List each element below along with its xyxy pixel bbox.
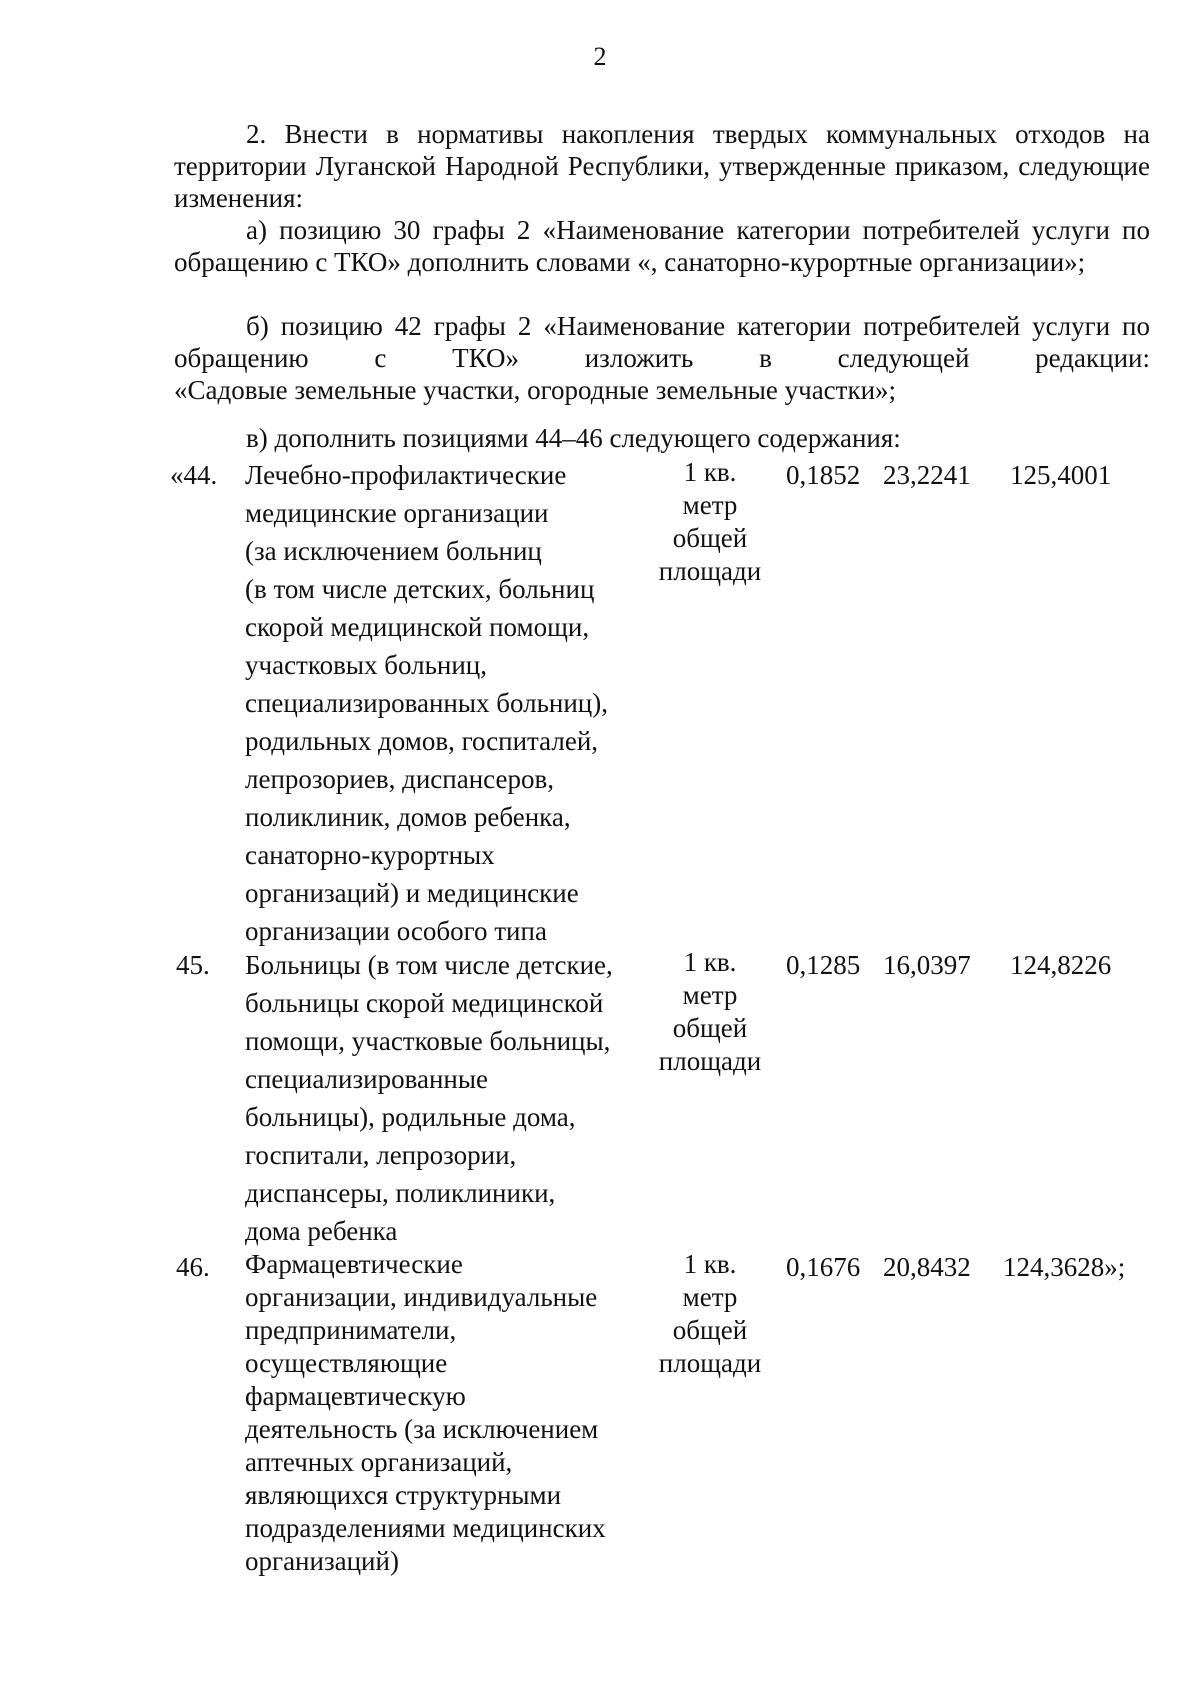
value-daily: 0,1285 xyxy=(786,950,861,980)
category-name-line: организаций) и медицинские xyxy=(245,878,579,908)
unit-line: площади xyxy=(658,556,762,586)
category-name-line: Больницы (в том числе детские, xyxy=(245,950,613,980)
value-density: 125,4001 xyxy=(1010,460,1112,490)
value-mass: 16,0397 xyxy=(883,950,971,980)
category-name-line: фармацевтическую xyxy=(245,1381,466,1411)
unit-line: общей xyxy=(672,523,748,553)
category-name-line: деятельность (за исключением xyxy=(245,1414,599,1444)
category-name-line: лепрозориев, диспансеров, xyxy=(245,764,554,794)
category-name-line: медицинские организации xyxy=(245,498,549,528)
category-name-line: родильных домов, госпиталей, xyxy=(245,726,599,756)
unit-line: метр xyxy=(682,1282,738,1312)
category-name-line: организации особого типа xyxy=(245,916,547,946)
unit-line: площади xyxy=(658,1348,762,1378)
value-mass: 23,2241 xyxy=(883,460,971,490)
category-name-line: подразделениями медицинских xyxy=(245,1513,606,1543)
unit-line: метр xyxy=(682,980,738,1010)
row-number: «44. xyxy=(170,460,218,490)
unit-line: общей xyxy=(672,1315,748,1345)
paragraph-item-b-text: «Садовые земельные участки, огородные земельные участки»; xyxy=(174,375,897,405)
category-name-line: организации, индивидуальные xyxy=(245,1282,598,1312)
value-daily: 0,1852 xyxy=(786,460,861,490)
category-name xyxy=(245,456,655,950)
category-name-line: являющихся структурными xyxy=(245,1480,562,1510)
category-name-line: организаций) xyxy=(245,1546,399,1576)
paragraph-amend-intro: 2. Внести в нормативы накопления твердых коммунальных отходов на территории Луганской Народной Республики, утвержденные приказом, следующие изменения: xyxy=(174,119,1150,213)
value-density: 124,8226 xyxy=(1010,950,1112,980)
category-name-line: больницы скорой медицинской xyxy=(245,988,604,1018)
row-number: 45. xyxy=(176,950,210,980)
category-name-line: санаторно-курортных xyxy=(245,840,495,870)
unit-of-measure xyxy=(650,456,770,588)
category-name-line: Лечебно-профилактические xyxy=(245,460,567,490)
value-mass: 20,8432 xyxy=(883,1252,971,1282)
unit-line: 1 кв. xyxy=(683,947,737,977)
unit-line: метр xyxy=(682,490,738,520)
category-name-line: скорой медицинской помощи, xyxy=(245,612,590,642)
unit-of-measure xyxy=(650,946,770,1078)
category-name-line: (в том числе детских, больниц xyxy=(245,574,595,604)
category-name-line: аптечных организаций, xyxy=(245,1447,513,1477)
paragraph-item-c: в) дополнить позициями 44–46 следующего содержания: xyxy=(246,423,901,453)
unit-line: 1 кв. xyxy=(683,1249,737,1279)
category-name-line: диспансеры, поликлиники, xyxy=(245,1178,556,1208)
unit-line: 1 кв. xyxy=(683,457,737,487)
category-name-line: госпитали, лепрозории, xyxy=(245,1140,517,1170)
row-number: 46. xyxy=(176,1252,210,1282)
value-daily: 0,1676 xyxy=(786,1252,861,1282)
category-name xyxy=(245,946,655,1250)
category-name-line: специализированных больниц), xyxy=(245,688,608,718)
paragraph-item-b: б) позицию 42 графы 2 «Наименование категории потребителей услуги по обращению с ТКО» изложить в следующей редакции: xyxy=(174,311,1150,373)
category-name-line: дома ребенка xyxy=(245,1216,398,1246)
category-name-line: (за исключением больниц xyxy=(245,536,542,566)
category-name-line: Фармацевтические xyxy=(245,1249,463,1279)
category-name xyxy=(245,1248,655,1578)
category-name-line: поликлиник, домов ребенка, xyxy=(245,802,571,832)
value-density: 124,3628»; xyxy=(1003,1252,1126,1282)
category-name-line: осуществляющие xyxy=(245,1348,448,1378)
category-name-line: участковых больниц, xyxy=(245,650,487,680)
page-number: 2 xyxy=(593,42,607,71)
category-name-line: помощи, участковые больницы, xyxy=(245,1026,611,1056)
paragraph-item-a: а) позицию 30 графы 2 «Наименование категории потребителей услуги по обращению с ТКО» дополнить словами «, санаторно-курортные организации»; xyxy=(174,215,1150,277)
category-name-line: специализированные xyxy=(245,1064,488,1094)
unit-of-measure xyxy=(650,1248,770,1380)
unit-line: общей xyxy=(672,1013,748,1043)
unit-line: площади xyxy=(658,1046,762,1076)
category-name-line: больницы), родильные дома, xyxy=(245,1102,576,1132)
category-name-line: предприниматели, xyxy=(245,1315,457,1345)
